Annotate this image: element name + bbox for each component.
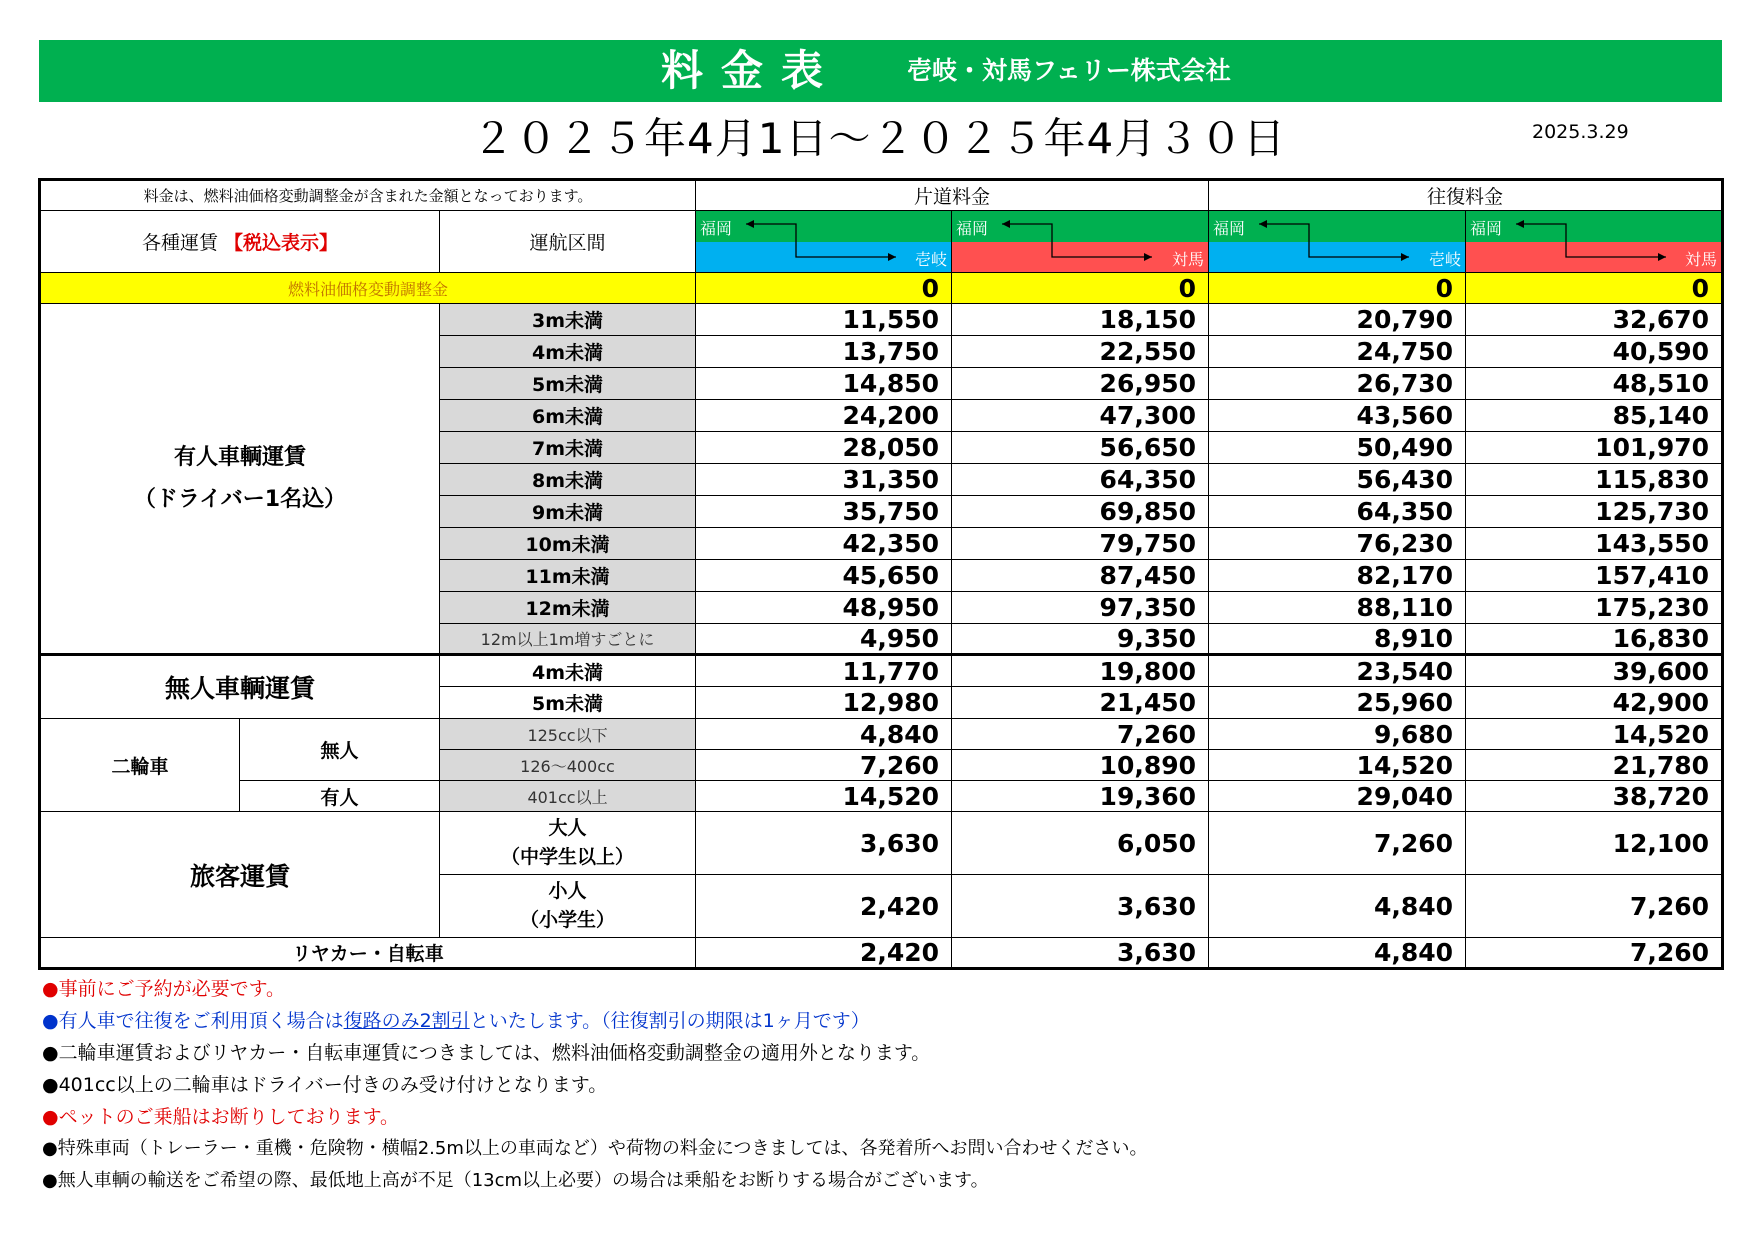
- passenger-fare-label: 旅客運賃: [40, 812, 440, 938]
- company-name: 壱岐・対馬フェリー株式会社: [907, 56, 1231, 85]
- title-banner: [39, 40, 1722, 102]
- vehicle-size: 4m未満: [440, 655, 696, 687]
- fare-value: 7,260: [1209, 812, 1466, 875]
- fare-value: 69,850: [952, 496, 1209, 528]
- fare-value: 48,510: [1466, 368, 1723, 400]
- fare-value: 64,350: [1209, 496, 1466, 528]
- motorcycle-manned-label: 有人: [240, 781, 440, 812]
- fare-value: 45,650: [696, 560, 952, 592]
- vehicle-size: 11m未満: [440, 560, 696, 592]
- vehicle-size: 3m未満: [440, 304, 696, 336]
- fare-table: [38, 178, 1724, 970]
- vehicle-size: 12m以上1m増すごとに: [440, 624, 696, 655]
- fare-value: 7,260: [1466, 938, 1723, 969]
- fare-value: 7,260: [696, 750, 952, 781]
- fuel-value: 0: [952, 273, 1209, 304]
- fare-value: 11,550: [696, 304, 952, 336]
- fare-value: 13,750: [696, 336, 952, 368]
- route-fukuoka-iki-round: [1209, 211, 1466, 273]
- fare-value: 19,800: [952, 655, 1209, 687]
- route-arrow-icon: [1209, 211, 1466, 273]
- manned-vehicle-label: [40, 304, 440, 655]
- table-row: [40, 304, 1723, 336]
- fare-value: 43,560: [1209, 400, 1466, 432]
- route-arrow-icon: [952, 211, 1208, 273]
- fare-value: 6,050: [952, 812, 1209, 875]
- motorcycle-label: 二輪車: [40, 719, 240, 812]
- table-row: [40, 655, 1723, 687]
- fare-value: 3,630: [696, 812, 952, 875]
- fare-value: 11,770: [696, 655, 952, 687]
- route-header: 運航区間: [440, 211, 696, 273]
- route-to: 対馬: [1172, 250, 1205, 269]
- fare-type-header: [40, 211, 440, 273]
- fare-value: 14,520: [696, 781, 952, 812]
- note-bike-exempt: ●二輪車運賃およびリヤカー・自転車運賃につきましては、燃料油価格変動調整金の適用外となります。: [42, 1042, 931, 1064]
- fare-value: 39,600: [1466, 655, 1723, 687]
- fare-value: 35,750: [696, 496, 952, 528]
- fare-value: 64,350: [952, 464, 1209, 496]
- passenger-type-note: （小学生）: [520, 909, 616, 931]
- fare-value: 21,450: [952, 687, 1209, 719]
- note-401cc: ●401cc以上の二輪車はドライバー付きのみ受け付けとなります。: [42, 1074, 608, 1096]
- table-row: [40, 938, 1723, 969]
- fare-value: 42,900: [1466, 687, 1723, 719]
- vehicle-size: 7m未満: [440, 432, 696, 464]
- fare-value: 29,040: [1209, 781, 1466, 812]
- fare-value: 14,520: [1209, 750, 1466, 781]
- route-to: 壱岐: [1429, 250, 1462, 269]
- fare-type-label: 各種運賃: [141, 232, 218, 254]
- route-fukuoka-tsushima-oneway: [952, 211, 1209, 273]
- fare-value: 79,750: [952, 528, 1209, 560]
- fare-value: 7,260: [952, 719, 1209, 750]
- fare-value: 175,230: [1466, 592, 1723, 624]
- vehicle-size: 6m未満: [440, 400, 696, 432]
- vehicle-size: 4m未満: [440, 336, 696, 368]
- passenger-type-name: 大人: [548, 817, 587, 839]
- table-row: [40, 781, 1723, 812]
- tax-label: 【税込表示】: [224, 232, 339, 254]
- route-from: 福岡: [1213, 219, 1246, 238]
- fuel-surcharge-row: [40, 273, 1723, 304]
- fare-value: 76,230: [1209, 528, 1466, 560]
- fare-value: 115,830: [1466, 464, 1723, 496]
- fare-value: 22,550: [952, 336, 1209, 368]
- table-row: [40, 719, 1723, 750]
- fare-value: 85,140: [1466, 400, 1723, 432]
- fare-value: 20,790: [1209, 304, 1466, 336]
- fare-value: 31,350: [696, 464, 952, 496]
- fare-value: 87,450: [952, 560, 1209, 592]
- fare-value: 48,950: [696, 592, 952, 624]
- fuel-value: 0: [696, 273, 952, 304]
- route-to: 壱岐: [915, 250, 948, 269]
- round-trip-header: 往復料金: [1209, 180, 1723, 211]
- fare-value: 18,150: [952, 304, 1209, 336]
- fare-value: 26,950: [952, 368, 1209, 400]
- fare-value: 4,950: [696, 624, 952, 655]
- engine-size: 126～400cc: [440, 750, 696, 781]
- route-to: 対馬: [1685, 250, 1718, 269]
- fare-value: 4,840: [1209, 938, 1466, 969]
- vehicle-size: 12m未満: [440, 592, 696, 624]
- unmanned-vehicle-label: 無人車輌運賃: [40, 655, 440, 719]
- fare-value: 9,680: [1209, 719, 1466, 750]
- vehicle-size: 8m未満: [440, 464, 696, 496]
- fare-value: 125,730: [1466, 496, 1723, 528]
- fare-value: 12,980: [696, 687, 952, 719]
- passenger-type-note: （中学生以上）: [501, 846, 635, 868]
- fare-value: 7,260: [1466, 875, 1723, 938]
- fare-value: 157,410: [1466, 560, 1723, 592]
- engine-size: 125cc以下: [440, 719, 696, 750]
- fare-note: 料金は、燃料油価格変動調整金が含まれた金額となっております。: [40, 180, 696, 211]
- fare-value: 56,650: [952, 432, 1209, 464]
- manned-label-line2: （ドライバー1名込）: [133, 486, 347, 512]
- fuel-value: 0: [1209, 273, 1466, 304]
- fare-value: 24,750: [1209, 336, 1466, 368]
- table-row: [40, 812, 1723, 875]
- fare-value: 40,590: [1466, 336, 1723, 368]
- fare-value: 32,670: [1466, 304, 1723, 336]
- route-from: 福岡: [700, 219, 733, 238]
- discount-text: 復路のみ2割引: [343, 1010, 470, 1032]
- fare-value: 4,840: [696, 719, 952, 750]
- fare-value: 101,970: [1466, 432, 1723, 464]
- passenger-type: [440, 812, 696, 875]
- note-pets: ●ペットのご乗船はお断りしております。: [42, 1106, 400, 1128]
- note-ground-clearance: ●無人車輌の輸送をご希望の際、最低地上高が不足（13cm以上必要）の場合は乗船をお断りする場合がございます。: [42, 1170, 989, 1191]
- fare-value: 88,110: [1209, 592, 1466, 624]
- fare-value: 12,100: [1466, 812, 1723, 875]
- motorcycle-unmanned-label: 無人: [240, 719, 440, 781]
- fare-value: 97,350: [952, 592, 1209, 624]
- manned-label-line1: 有人車輌運賃: [173, 444, 306, 470]
- fare-value: 9,350: [952, 624, 1209, 655]
- fare-value: 42,350: [696, 528, 952, 560]
- route-fukuoka-iki-oneway: [696, 211, 952, 273]
- route-arrow-icon: [1466, 211, 1723, 273]
- route-arrow-icon: [696, 211, 952, 273]
- fare-value: 2,420: [696, 938, 952, 969]
- fare-value: 3,630: [952, 875, 1209, 938]
- page-title: 料金表: [661, 46, 842, 95]
- one-way-header: 片道料金: [696, 180, 1209, 211]
- fare-value: 21,780: [1466, 750, 1723, 781]
- fare-value: 23,540: [1209, 655, 1466, 687]
- fuel-surcharge-label: 燃料油価格変動調整金: [40, 273, 696, 304]
- fare-value: 28,050: [696, 432, 952, 464]
- route-fukuoka-tsushima-round: [1466, 211, 1723, 273]
- fare-value: 10,890: [952, 750, 1209, 781]
- cart-bicycle-label: リヤカー・自転車: [40, 938, 696, 969]
- note-round-trip: ●有人車で往復をご利用頂く場合は復路のみ2割引といたします。（往復割引の期限は1ヶ月です）: [42, 1010, 870, 1032]
- passenger-type: [440, 875, 696, 938]
- fare-value: 143,550: [1466, 528, 1723, 560]
- fare-value: 47,300: [952, 400, 1209, 432]
- fare-value: 25,960: [1209, 687, 1466, 719]
- fare-value: 2,420: [696, 875, 952, 938]
- route-from: 福岡: [956, 219, 989, 238]
- fare-value: 19,360: [952, 781, 1209, 812]
- fare-value: 4,840: [1209, 875, 1466, 938]
- vehicle-size: 5m未満: [440, 687, 696, 719]
- fare-value: 3,630: [952, 938, 1209, 969]
- passenger-type-name: 小人: [548, 880, 587, 902]
- vehicle-size: 10m未満: [440, 528, 696, 560]
- fare-value: 16,830: [1466, 624, 1723, 655]
- fare-value: 14,520: [1466, 719, 1723, 750]
- note-special-vehicles: ●特殊車両（トレーラー・重機・危険物・横幅2.5m以上の車両など）や荷物の料金につきましては、各発着所へお問い合わせください。: [42, 1138, 1148, 1159]
- route-from: 福岡: [1470, 219, 1503, 238]
- validity-period: ２０２５年4月1日～２０２５年4月３０日: [472, 114, 1287, 163]
- fare-value: 82,170: [1209, 560, 1466, 592]
- fare-value: 14,850: [696, 368, 952, 400]
- fare-value: 50,490: [1209, 432, 1466, 464]
- vehicle-size: 9m未満: [440, 496, 696, 528]
- fare-value: 56,430: [1209, 464, 1466, 496]
- fare-value: 26,730: [1209, 368, 1466, 400]
- fare-value: 8,910: [1209, 624, 1466, 655]
- vehicle-size: 5m未満: [440, 368, 696, 400]
- engine-size: 401cc以上: [440, 781, 696, 812]
- note-reservation: ●事前にご予約が必要です。: [42, 978, 286, 1000]
- fuel-value: 0: [1466, 273, 1723, 304]
- issue-date: 2025.3.29: [1532, 121, 1629, 143]
- fare-value: 24,200: [696, 400, 952, 432]
- fare-value: 38,720: [1466, 781, 1723, 812]
